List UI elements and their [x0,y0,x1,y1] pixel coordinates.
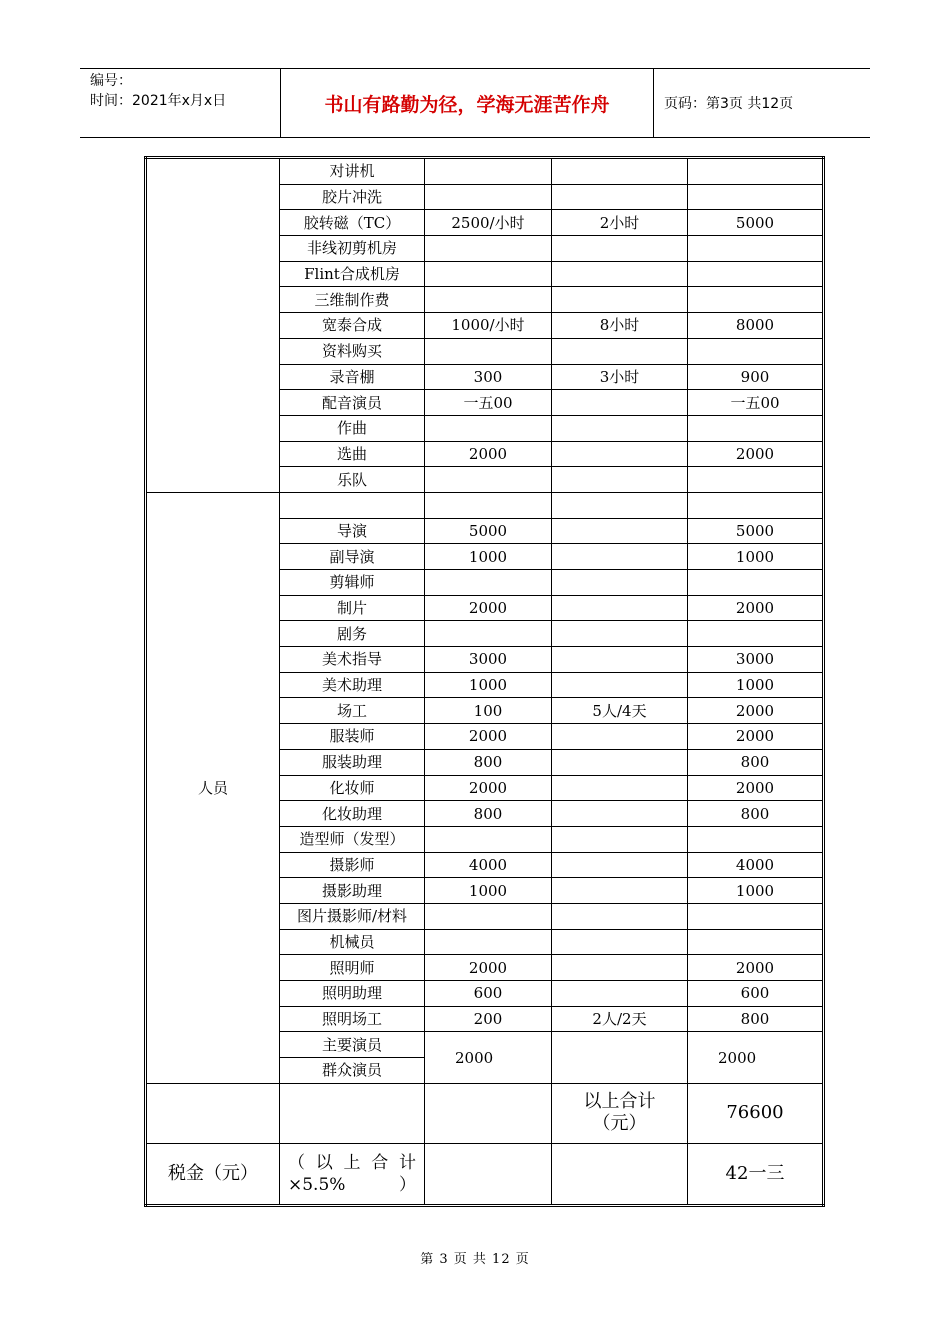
amount-cell: 2000 [688,441,824,467]
quantity-cell [552,981,688,1007]
quantity-cell [552,390,688,416]
item-name-cell: 选曲 [280,441,425,467]
unit-price-cell [425,261,552,287]
unit-price-cell: 3000 [425,647,552,673]
amount-cell: 2000 [688,1032,824,1083]
tax-value: 42一三 [688,1143,824,1205]
quantity-cell [552,878,688,904]
amount-cell: 800 [688,749,824,775]
item-name-cell: 主要演员 [280,1032,425,1058]
table-row [146,158,824,185]
amount-cell [688,621,824,647]
category-cell-personnel: 人员 [146,492,280,1083]
item-name-cell: 摄影师 [280,852,425,878]
quantity-cell [552,929,688,955]
amount-cell [688,158,824,185]
item-name-cell: 美术指导 [280,647,425,673]
empty-cell [425,1143,552,1205]
unit-price-cell: 2000 [425,441,552,467]
amount-cell [688,570,824,596]
quantity-cell [552,158,688,185]
unit-price-cell: 200 [425,1006,552,1032]
quantity-cell [552,236,688,262]
item-name-cell: 胶片冲洗 [280,184,425,210]
amount-cell [688,338,824,364]
item-name-cell: 图片摄影师/材料 [280,903,425,929]
item-name-cell: 造型师（发型） [280,826,425,852]
amount-cell: 2000 [688,955,824,981]
item-name-cell: 乐队 [280,467,425,493]
quantity-cell [552,184,688,210]
quantity-cell [552,775,688,801]
unit-price-cell: 一五00 [425,390,552,416]
item-name-cell: 场工 [280,698,425,724]
table-row [146,492,824,518]
unit-price-cell [425,415,552,441]
tax-formula: （以上合计×5.5%） [280,1143,425,1205]
amount-cell: 800 [688,1006,824,1032]
unit-price-cell: 2000 [425,1032,552,1083]
amount-cell [688,467,824,493]
amount-cell: 1000 [688,672,824,698]
unit-price-cell [425,184,552,210]
unit-price-cell: 800 [425,801,552,827]
quantity-cell: 2小时 [552,210,688,236]
subtotal-row [146,1083,824,1143]
unit-price-cell: 800 [425,749,552,775]
amount-cell: 800 [688,801,824,827]
amount-cell [688,184,824,210]
amount-cell: 4000 [688,852,824,878]
quantity-cell [552,544,688,570]
quantity-cell [552,595,688,621]
unit-price-cell [425,158,552,185]
item-name-cell: 配音演员 [280,390,425,416]
unit-price-cell: 2000 [425,724,552,750]
item-name-cell: 服装助理 [280,749,425,775]
unit-price-cell: 1000 [425,672,552,698]
unit-price-cell: 4000 [425,852,552,878]
item-name-cell: 录音棚 [280,364,425,390]
item-name-cell: 照明助理 [280,981,425,1007]
unit-price-cell [425,236,552,262]
quantity-cell [552,903,688,929]
quantity-cell [552,287,688,313]
amount-cell: 一五00 [688,390,824,416]
item-name-cell: 制片 [280,595,425,621]
quantity-cell [552,826,688,852]
amount-cell: 2000 [688,595,824,621]
quantity-cell [552,261,688,287]
amount-cell [688,903,824,929]
item-name-cell: 宽泰合成 [280,313,425,339]
header-meta-cell [80,69,281,137]
subtotal-value: 76600 [688,1083,824,1143]
empty-cell [425,1083,552,1143]
budget-table [144,156,825,1207]
item-name-cell: 非线初剪机房 [280,236,425,262]
item-name-cell: 剪辑师 [280,570,425,596]
item-name-cell: 对讲机 [280,158,425,185]
quantity-cell [552,801,688,827]
unit-price-cell [425,287,552,313]
unit-price-cell: 300 [425,364,552,390]
amount-cell [688,261,824,287]
quantity-cell [552,518,688,544]
header-page-info: 页码：第3页 共12页 [664,96,794,112]
quantity-cell [552,441,688,467]
quantity-cell: 5人/4天 [552,698,688,724]
quantity-cell [552,647,688,673]
unit-price-cell [425,492,552,518]
quantity-cell [552,1032,688,1083]
item-name-cell: 化妆助理 [280,801,425,827]
item-name-cell: 照明场工 [280,1006,425,1032]
item-name-cell: 三维制作费 [280,287,425,313]
unit-price-cell: 2000 [425,775,552,801]
unit-price-cell: 100 [425,698,552,724]
item-name-cell: 摄影助理 [280,878,425,904]
quantity-cell: 2人/2天 [552,1006,688,1032]
unit-price-cell: 5000 [425,518,552,544]
unit-price-cell: 1000 [425,878,552,904]
item-name-cell: Flint合成机房 [280,261,425,287]
quantity-cell [552,492,688,518]
amount-cell: 900 [688,364,824,390]
amount-cell: 5000 [688,210,824,236]
item-name-cell: 导演 [280,518,425,544]
amount-cell: 5000 [688,518,824,544]
quantity-cell [552,621,688,647]
amount-cell: 2000 [688,698,824,724]
page-footer: 第 3 页 共 12 页 [420,1252,530,1267]
empty-cell [146,1083,280,1143]
unit-price-cell: 600 [425,981,552,1007]
amount-cell [688,826,824,852]
item-name-cell: 副导演 [280,544,425,570]
amount-cell [688,415,824,441]
quantity-cell [552,955,688,981]
quantity-cell: 8小时 [552,313,688,339]
amount-cell [688,236,824,262]
quantity-cell [552,672,688,698]
unit-price-cell [425,903,552,929]
quantity-cell [552,724,688,750]
item-name-cell: 化妆师 [280,775,425,801]
header-motto: 书山有路勤为径，学海无涯苦作舟 [281,69,654,137]
unit-price-cell: 1000/小时 [425,313,552,339]
item-name-cell: 服装师 [280,724,425,750]
amount-cell: 1000 [688,878,824,904]
amount-cell: 2000 [688,775,824,801]
number-label: 编号： [90,73,132,89]
amount-cell: 2000 [688,724,824,750]
unit-price-cell: 2000 [425,595,552,621]
quantity-cell [552,338,688,364]
unit-price-cell [425,467,552,493]
item-name-cell: 资料购买 [280,338,425,364]
tax-label: 税金（元） [146,1143,280,1205]
quantity-cell [552,570,688,596]
quantity-cell: 3小时 [552,364,688,390]
unit-price-cell [425,570,552,596]
unit-price-cell [425,621,552,647]
time-label: 时间：2021年x月x日 [90,93,227,109]
page-header [80,68,870,138]
quantity-cell [552,467,688,493]
amount-cell [688,929,824,955]
unit-price-cell [425,338,552,364]
tax-row [146,1143,824,1205]
subtotal-label: 以上合计（元） [552,1083,688,1143]
amount-cell: 3000 [688,647,824,673]
item-name-cell: 胶转磁（TC） [280,210,425,236]
unit-price-cell: 2500/小时 [425,210,552,236]
unit-price-cell [425,826,552,852]
quantity-cell [552,852,688,878]
amount-cell [688,287,824,313]
item-name-cell [280,492,425,518]
budget-table-body [146,158,824,1206]
empty-cell [280,1083,425,1143]
unit-price-cell: 2000 [425,955,552,981]
budget-table-wrapper [144,156,825,1207]
amount-cell: 1000 [688,544,824,570]
item-name-cell: 群众演员 [280,1058,425,1084]
amount-cell: 8000 [688,313,824,339]
category-cell-equipment [146,158,280,493]
item-name-cell: 机械员 [280,929,425,955]
amount-cell: 600 [688,981,824,1007]
item-name-cell: 美术助理 [280,672,425,698]
unit-price-cell [425,929,552,955]
item-name-cell: 作曲 [280,415,425,441]
item-name-cell: 剧务 [280,621,425,647]
empty-cell [552,1143,688,1205]
amount-cell [688,492,824,518]
quantity-cell [552,749,688,775]
unit-price-cell: 1000 [425,544,552,570]
item-name-cell: 照明师 [280,955,425,981]
quantity-cell [552,415,688,441]
